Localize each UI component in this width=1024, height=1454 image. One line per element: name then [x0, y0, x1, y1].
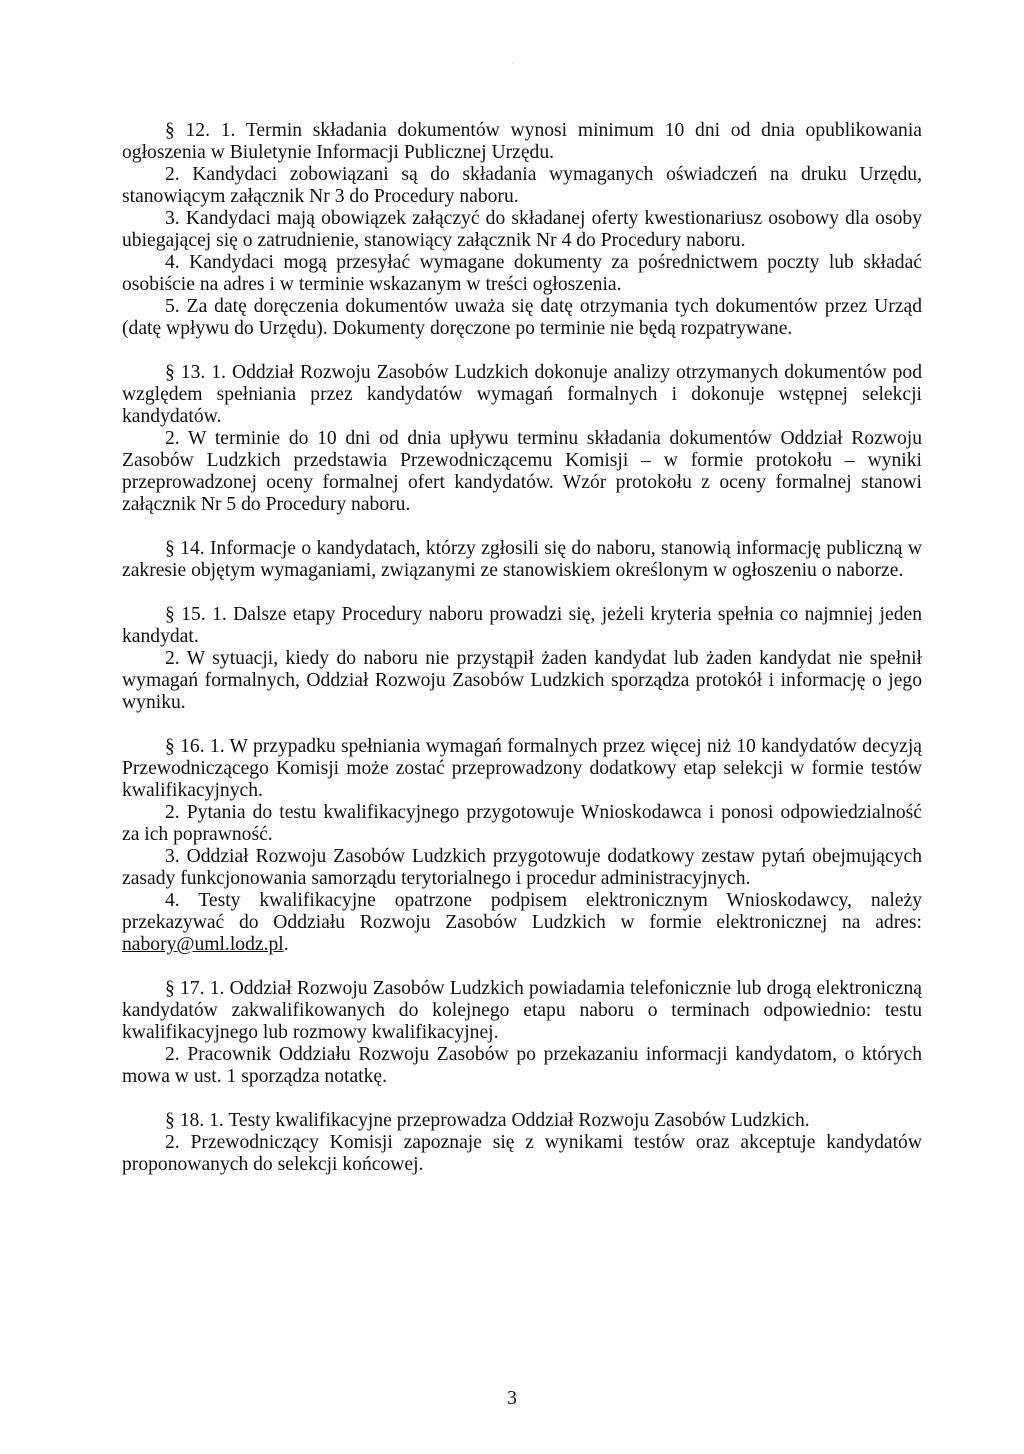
paragraph-16-4 — [122, 890, 922, 956]
paragraph-12-5: 5. Za datę doręczenia dokumentów uważa się datę otrzymania tych dokumentów przez Urząd (datę wpływu do Urzędu). Dokumenty doręczone po terminie nie będą rozpatrywane. — [122, 296, 922, 339]
section-12 — [122, 120, 922, 340]
paragraph-16-1: § 16. 1. W przypadku spełniania wymagań formalnych przez więcej niż 10 kandydatów decyzją Przewodniczącego Komisji może zostać przeprowadzony dodatkowy etap selekcji w formie testów kwalifikacyjnych. — [122, 736, 922, 801]
paragraph-15-2: 2. W sytuacji, kiedy do naboru nie przystąpił żaden kandydat lub żaden kandydat nie spełnił wymagań formalnych, Oddział Rozwoju Zasobów Ludzkich sporządza protokół i informację o jego wyniku. — [122, 648, 922, 713]
section-18 — [122, 1110, 922, 1176]
paragraph-17-1: § 17. 1. Oddział Rozwoju Zasobów Ludzkich powiadamia telefonicznie lub drogą elektroniczną kandydatów zakwalifikowanych do kolejnego etapu naboru o terminach odpowiednio: testu kwalifikacyjnego lub rozmowy kwalifikacyjnej. — [122, 978, 922, 1043]
paragraph-17-2: 2. Pracownik Oddziału Rozwoju Zasobów po przekazaniu informacji kandydatom, o których mowa w ust. 1 sporządza notatkę. — [122, 1044, 922, 1087]
paragraph-12-2: 2. Kandydaci zobowiązani są do składania wymaganych oświadczeń na druku Urzędu, stanowiącym załącznik Nr 3 do Procedury naboru. — [122, 164, 922, 207]
paragraph-16-3: 3. Oddział Rozwoju Zasobów Ludzkich przygotowuje dodatkowy zestaw pytań obejmujących zasady funkcjonowania samorządu terytorialnego i procedur administracyjnych. — [122, 846, 922, 889]
document-page — [122, 120, 922, 1176]
email-suffix: . — [283, 934, 289, 955]
paragraph-18-2: 2. Przewodniczący Komisji zapoznaje się z wynikami testów oraz akceptuje kandydatów proponowanych do selekcji końcowej. — [122, 1132, 922, 1175]
paragraph-13-1: § 13. 1. Oddział Rozwoju Zasobów Ludzkich dokonuje analizy otrzymanych dokumentów pod względem spełniania przez kandydatów wymagań formalnych i dokonuje wstępnej selekcji kandydatów. — [122, 362, 922, 427]
section-17 — [122, 978, 922, 1088]
page-number: 3 — [507, 1388, 517, 1409]
section-15 — [122, 604, 922, 714]
email-link[interactable]: nabory@uml.lodz.pl — [122, 934, 284, 955]
paragraph-18-1: § 18. 1. Testy kwalifikacyjne przeprowadza Oddział Rozwoju Zasobów Ludzkich. — [165, 1110, 810, 1131]
paragraph-15-1: § 15. 1. Dalsze etapy Procedury naboru prowadzi się, jeżeli kryteria spełnia co najmniej jeden kandydat. — [122, 604, 922, 647]
paragraph-14: § 14. Informacje o kandydatach, którzy zgłosili się do naboru, stanowią informację publiczną w zakresie objętym wymaganiami, związanymi ze stanowiskiem określonym w ogłoszeniu o naborze. — [122, 538, 922, 581]
paragraph-12-1: § 12. 1. Termin składania dokumentów wynosi minimum 10 dni od dnia opublikowania ogłoszenia w Biuletynie Informacji Publicznej Urzędu. — [122, 120, 922, 163]
section-16 — [122, 736, 922, 956]
paragraph-12-4: 4. Kandydaci mogą przesyłać wymagane dokumenty za pośrednictwem poczty lub składać osobiście na adres i w terminie wskazanym w treści ogłoszenia. — [122, 252, 922, 295]
section-13 — [122, 362, 922, 516]
scan-artifact — [512, 63, 513, 64]
paragraph-16-2: 2. Pytania do testu kwalifikacyjnego przygotowuje Wnioskodawca i ponosi odpowiedzialność za ich poprawność. — [122, 802, 922, 845]
paragraph-13-2: 2. W terminie do 10 dni od dnia upływu terminu składania dokumentów Oddział Rozwoju Zasobów Ludzkich przedstawia Przewodniczącemu Komisji – w formie protokołu – wyniki przeprowadzonej oceny formalnej ofert kandydatów. Wzór protokołu z oceny formalnej stanowi załącznik Nr 5 do Procedury naboru. — [122, 428, 922, 515]
paragraph-12-3: 3. Kandydaci mają obowiązek załączyć do składanej oferty kwestionariusz osobowy dla osoby ubiegającej się o zatrudnienie, stanowiący załącznik Nr 4 do Procedury naboru. — [122, 208, 922, 251]
paragraph-16-4-text: 4. Testy kwalifikacyjne opatrzone podpisem elektronicznym Wnioskodawcy, należy przekazywać do Oddziału Rozwoju Zasobów Ludzkich w formie elektronicznej na adres: — [122, 890, 922, 933]
section-14 — [122, 538, 922, 582]
